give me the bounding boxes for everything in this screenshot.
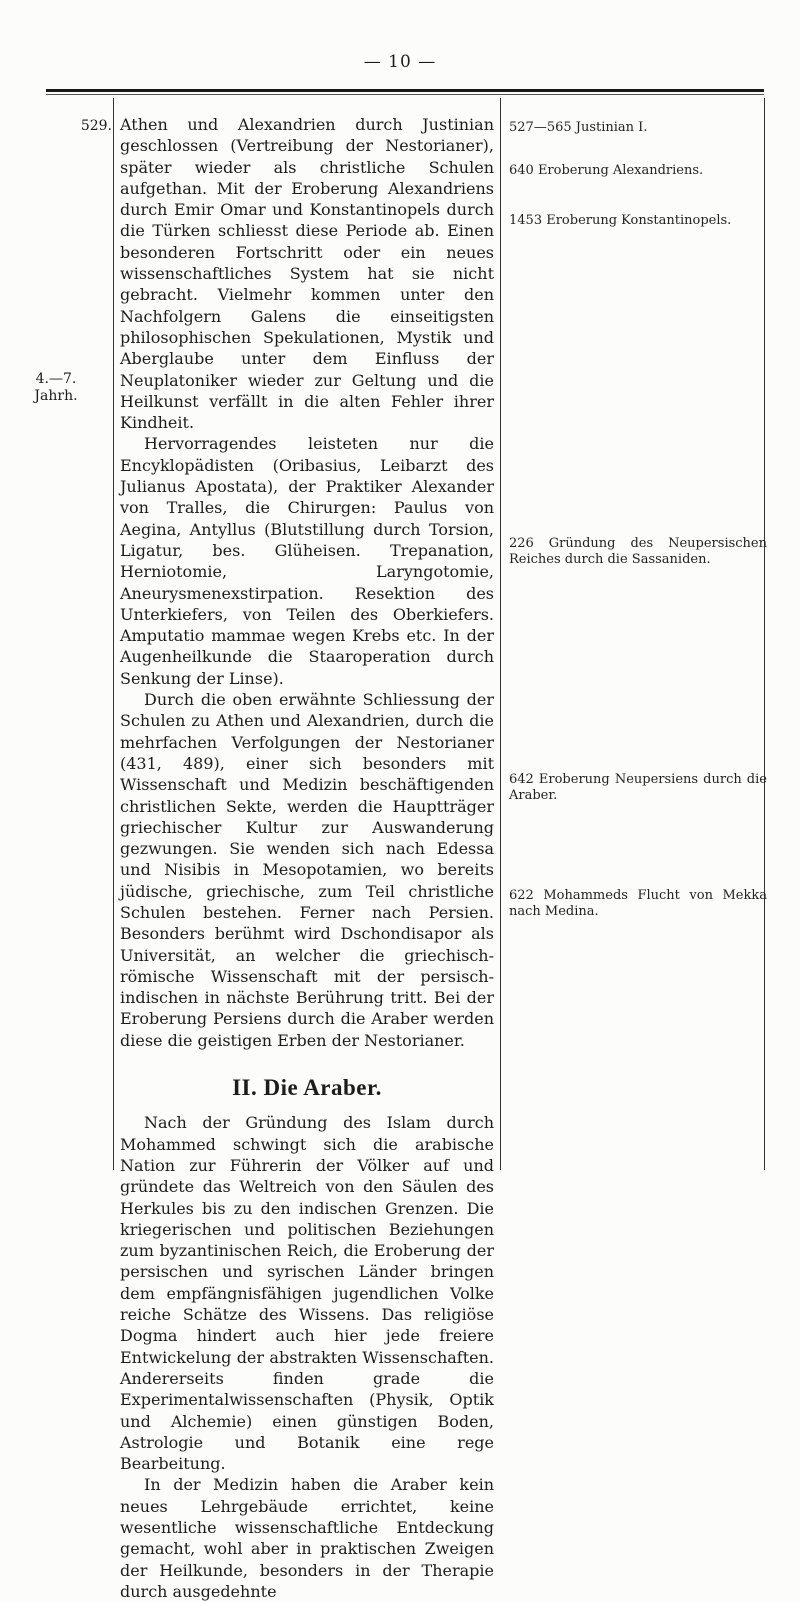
outer-right-border <box>764 98 765 1170</box>
margin-note-neupersian: 226 Gründung des Neupersischen Reiches durch die Sassaniden. <box>509 536 767 567</box>
paragraph-5: In der Medizin haben die Araber kein neues Lehrgebäude errichtet, keine wesentliche wissenschaftliche Entdeckung gemacht, wohl aber in praktischen Zweigen der Heilkunde, besonders in der Therapie durch ausgedehnte <box>120 1475 494 1601</box>
page-number: — 10 — <box>363 52 437 72</box>
paragraph-2: Hervorragendes leisteten nur die Encyklopädisten (Oribasius, Leibarzt des Julianus Apostata), der Praktiker Alexander von Tralles, die Chirurgen: Paulus von Aegina, Antyllus (Blutstillung durch Torsion, Ligatur, bes. Glüheisen. Trepanation, Herniotomie, Laryngotomie, Aneurysmenexstirpation. Resektion des Unterkiefers, von Teilen des Oberkiefers. Amputatio mammae wegen Krebs etc. In der Augenheilkunde die Staaroperation durch Senkung der Linse). <box>120 434 494 688</box>
margin-note-constantinople: 1453 Eroberung Konstantinopels. <box>509 213 732 228</box>
main-text-column <box>120 114 494 1602</box>
margin-note-alexandria: 640 Eroberung Alexandriens. <box>509 163 704 178</box>
header-rule-thin <box>46 94 764 95</box>
paragraph-3: Durch die oben erwähnte Schliessung der Schulen zu Athen und Alexandrien, durch die mehrfachen Verfolgungen der Nestorianer (431, 489), einer sich besonders mit Wissenschaft und Medizin beschäftigenden christlichen Sekte, werden die Hauptträger griechischer Kultur zur Auswanderung gezwungen. Sie wenden sich nach Edessa und Nisibis in Mesopotamien, wo bereits jüdische, griechische, zum Teil christliche Schulen bestehen. Ferner nach Persien. Besonders berühmt wird Dschondisapor als Universität, an welcher die griechisch-römische Wissenschaft mit der persisch-indischen in nächste Berührung tritt. Bei der Eroberung Persiens durch die Araber werden diese die geistigen Erben der Nestorianer. <box>120 690 494 1050</box>
header-rule <box>46 89 764 92</box>
margin-note-persia-conquest: 642 Eroberung Neupersiens durch die Araber. <box>509 772 767 803</box>
era-label: 4.—7. Jahrh. <box>34 371 78 404</box>
left-column-divider <box>113 98 114 1170</box>
margin-note-justinian: 527—565 Justinian I. <box>509 120 648 135</box>
margin-note-hijra: 622 Mohammeds Flucht von Mekka nach Medina. <box>509 888 767 919</box>
right-column-divider <box>500 98 501 1170</box>
paragraph-4: Nach der Gründung des Islam durch Mohammed schwingt sich die arabische Nation zur Führerin der Völker auf und gründete das Weltreich von den Säulen des Herkules bis zu den indischen Grenzen. Die kriegerischen und politischen Beziehungen zum byzantinischen Reich, die Eroberung der persischen und syrischen Länder bringen dem empfängnisfähigen jugendlichen Volke reiche Schätze des Wissens. Das religiöse Dogma hindert auch hier jede freiere Entwickelung der abstrakten Wissenschaften. Andererseits finden grade die Experimentalwissenschaften (Physik, Optik und Alchemie) einen günstigen Boden, Astrologie und Botanik eine rege Bearbeitung. <box>120 1113 494 1474</box>
section-number: 529. <box>80 118 112 134</box>
section-title: II. Die Araber. <box>232 1075 382 1101</box>
paragraph-1: Athen und Alexandrien durch Justinian geschlossen (Vertreibung der Nestorianer), später wieder als christliche Schulen aufgethan. Mit der Eroberung Alexandriens durch Emir Omar und Konstantinopels durch die Türken schliesst diese Periode ab. Einen besonderen Fortschritt oder ein neues wissenschaftliches System hat sie nicht gebracht. Vielmehr kommen unter den Nachfolgern Galens die einseitigsten philosophischen Spekulationen, Mystik und Aberglaube unter dem Einfluss der Neuplatoniker wieder zur Geltung und die Heilkunst verfällt in die alten Fehler ihrer Kindheit. <box>120 115 494 433</box>
